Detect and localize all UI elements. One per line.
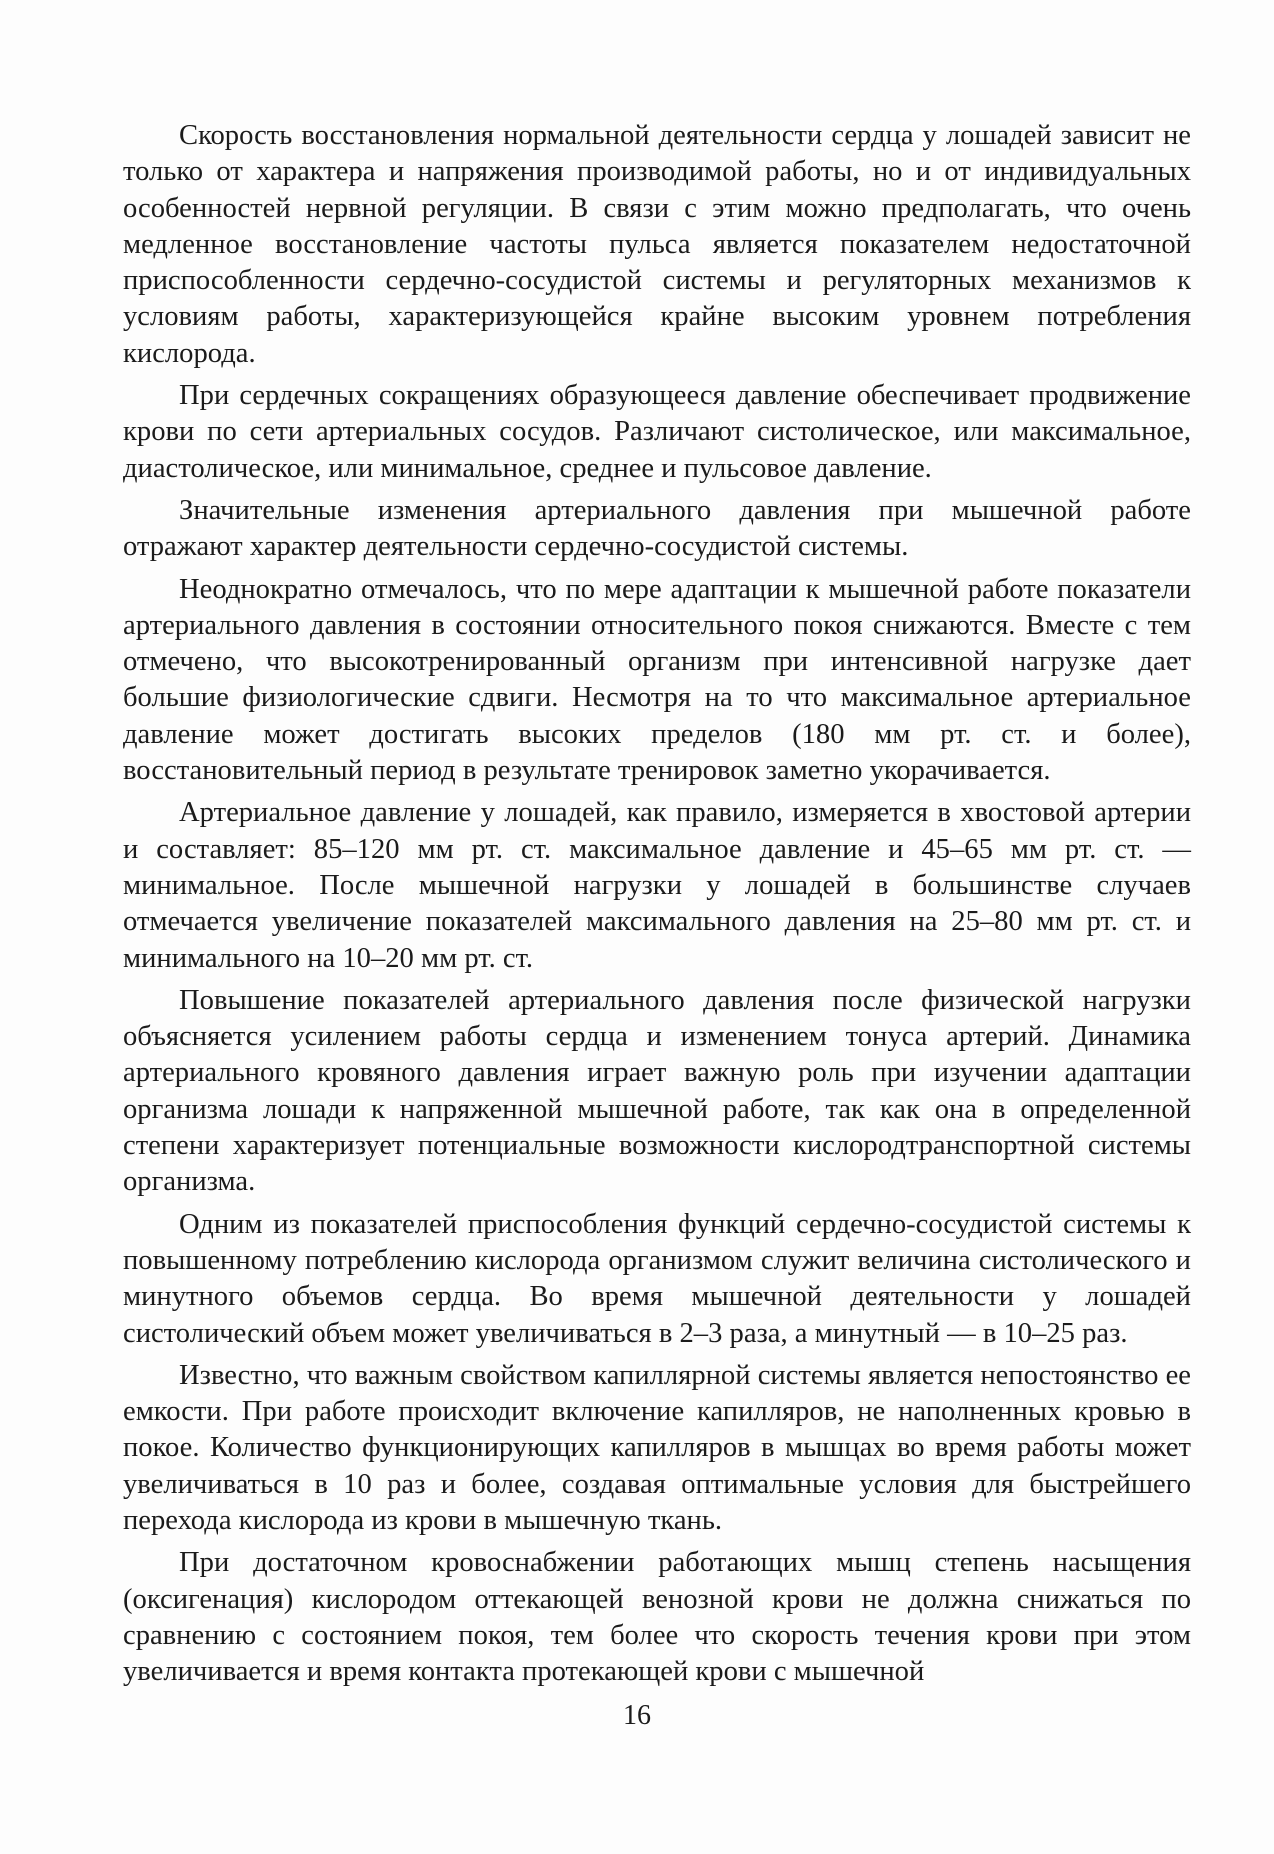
paragraph-6: Повышение показателей артериального давления после физической нагрузки объясняется усилением работы сердца и изменением тонуса артерий. Динамика артериального кровяного давления играет важную роль при изучении адаптации организма лошади к напряженной мышечной работе, так как она в определенной степени характеризует потенциальные возможности кислородтранспортной системы организма. xyxy=(123,984,1191,1198)
paragraph-8: Известно, что важным свойством капиллярной системы является непостоянство ее емкости. При работе происходит включение капилляров, не наполненных кровью в покое. Количество функционирующих капилляров в мышцах во время работы может увеличиваться в 10 раз и более, создавая оптимальные условия для быстрейшего перехода кислорода из крови в мышечную ткань. xyxy=(123,1359,1191,1536)
paragraph-1: Скорость восстановления нормальной деятельности сердца у лошадей зависит не только от характера и напряжения производимой работы, но и от индивидуальных особенностей нервной регуляции. В связи с этим можно предполагать, что очень медленное восстановление частоты пульса является показателем недостаточной приспособленности сердечно-сосудистой системы и регуляторных механизмов к условиям работы, характеризующейся крайне высоким уровнем потребления кислорода. xyxy=(123,120,1191,369)
paragraph-2: При сердечных сокращениях образующееся давление обеспечивает продвижение крови по сети артериальных сосудов. Различают систолическое, или максимальное, диастолическое, или минимальное, среднее и пульсовое давление. xyxy=(123,380,1191,484)
paragraph-5: Артериальное давление у лошадей, как правило, измеряется в хвостовой артерии и составляет: 85–120 мм рт. ст. максимальное давление и 45–65 мм рт. ст. — минимальное. После мышечной нагрузки у лошадей в большинстве случаев отмечается увеличение показателей максимального давления на 25–80 мм рт. ст. и минимального на 10–20 мм рт. ст. xyxy=(123,797,1191,974)
paragraph-4: Неоднократно отмечалось, что по мере адаптации к мышечной работе показатели артериального давления в состоянии относительного покоя снижаются. Вместе с тем отмечено, что высокотренированный организм при интенсивной нагрузке дает большие физиологические сдвиги. Несмотря на то что максимальное артериальное давление может достигать высоких пределов (180 мм рт. ст. и более), восстановительный период в результате тренировок заметно укорачивается. xyxy=(123,573,1191,787)
paragraph-3: Значительные изменения артериального давления при мышечной работе отражают характер деятельности сердечно-сосудистой системы. xyxy=(123,494,1191,563)
paragraph-7: Одним из показателей приспособления функций сердечно-сосудистой системы к повышенному потреблению кислорода организмом служит величина систолического и минутного объемов сердца. Во время мышечной деятельности у лошадей систолический объем может увеличиваться в 2–3 раза, а минутный — в 10–25 раз. xyxy=(123,1208,1191,1349)
paragraph-9: При достаточном кровоснабжении работающих мышц степень насыщения (оксигенация) кислородом оттекающей венозной крови не должна снижаться по сравнению с состоянием покоя, тем более что скорость течения крови при этом увеличивается и время контакта протекающей крови с мышечной xyxy=(123,1547,1191,1688)
page-number: 16 xyxy=(623,1700,651,1731)
body-text xyxy=(123,118,1191,1696)
